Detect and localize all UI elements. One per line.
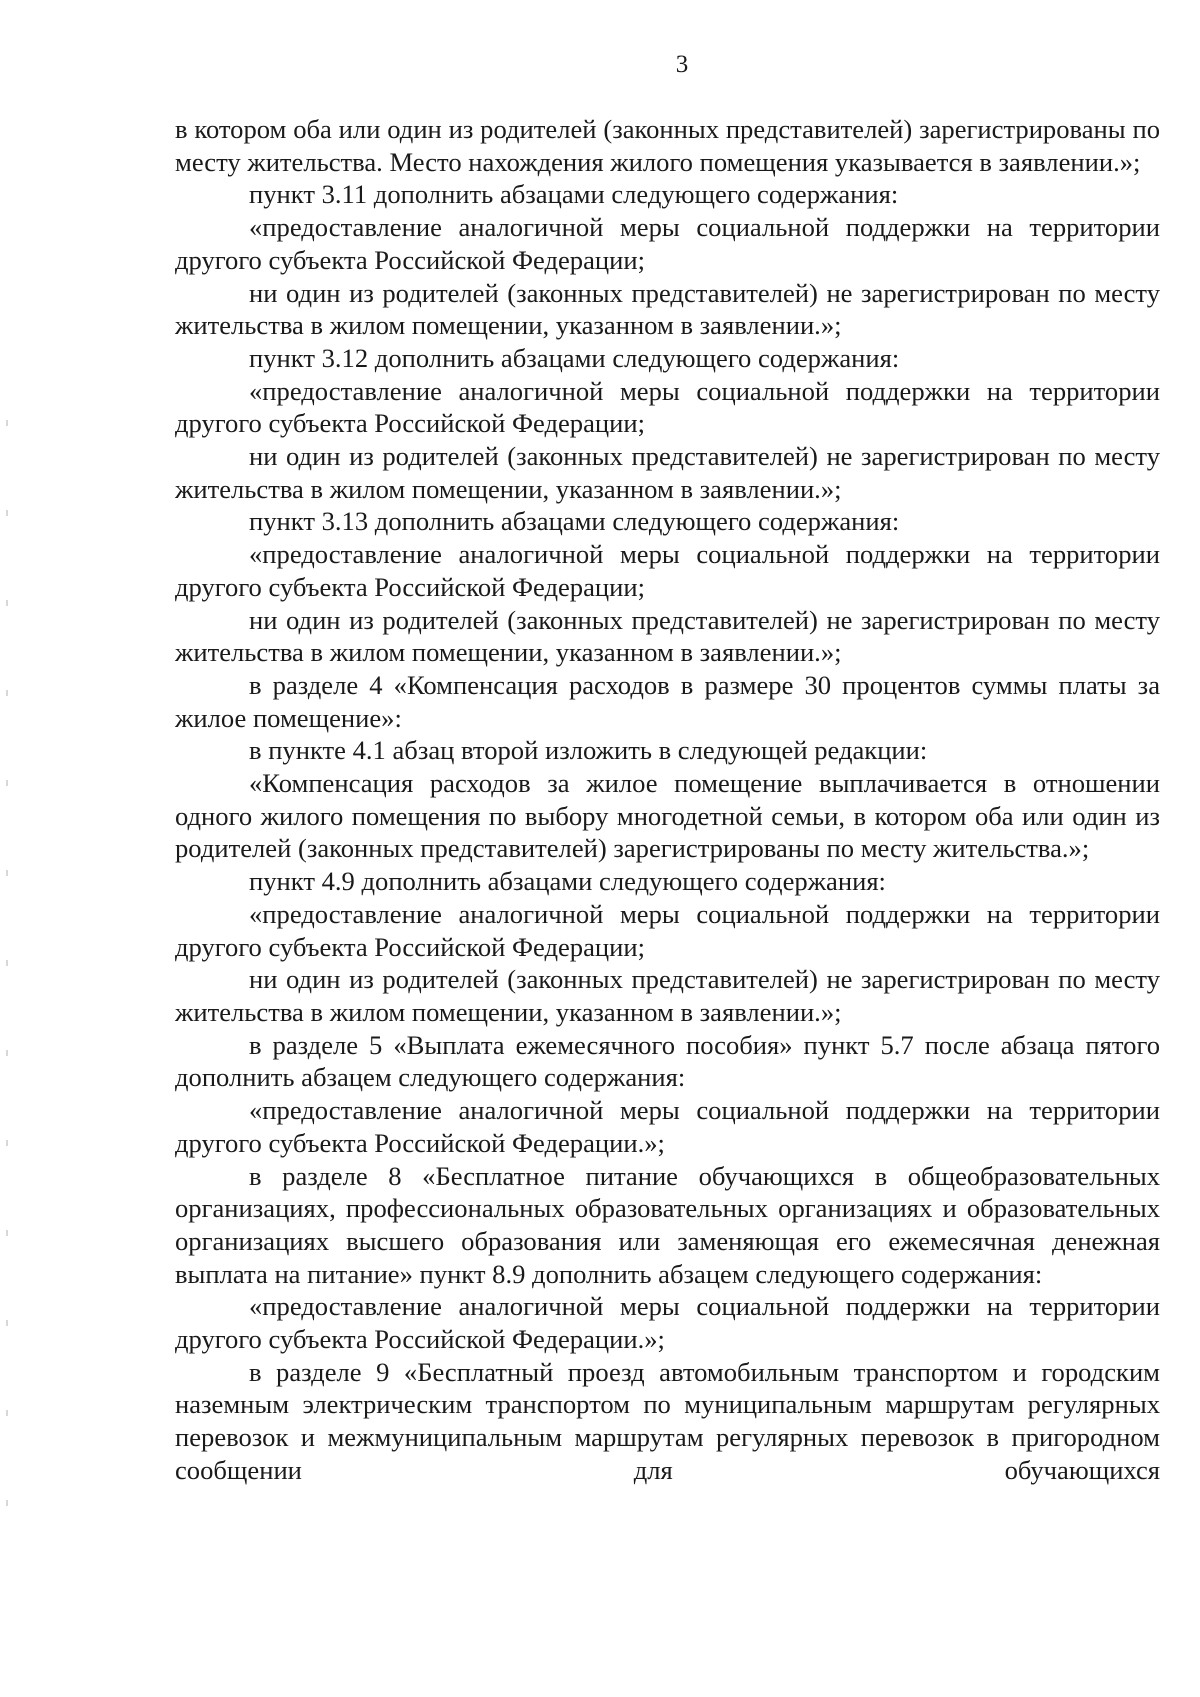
document-body bbox=[175, 113, 1160, 1487]
paragraph: пункт 4.9 дополнить абзацами следующего содержания: bbox=[249, 866, 886, 897]
paragraph: ни один из родителей (законных представителей) не зарегистрирован по месту жительства в жилом помещении, указанном в заявлении.»; bbox=[175, 604, 1160, 668]
paragraph: в котором оба или один из родителей (законных представителей) зарегистрированы по месту жительства. Место нахождения жилого помещения указывается в заявлении.»; bbox=[175, 114, 1160, 177]
paragraph: в пункте 4.1 абзац второй изложить в следующей редакции: bbox=[249, 735, 928, 766]
paragraph: ни один из родителей (законных представителей) не зарегистрирован по месту жительства в жилом помещении, указанном в заявлении.»; bbox=[175, 277, 1160, 341]
paragraph: «предоставление аналогичной меры социальной поддержки на территории другого субъекта Российской Федерации; bbox=[175, 898, 1160, 962]
paragraph: «предоставление аналогичной меры социальной поддержки на территории другого субъекта Российской Федерации.»; bbox=[175, 1095, 1160, 1158]
paragraph: в разделе 5 «Выплата ежемесячного пособия» пункт 5.7 после абзаца пятого дополнить абзацем следующего содержания: bbox=[175, 1029, 1160, 1093]
paragraph: ни один из родителей (законных представителей) не зарегистрирован по месту жительства в жилом помещении, указанном в заявлении.»; bbox=[175, 964, 1160, 1027]
paragraph: «предоставление аналогичной меры социальной поддержки на территории другого субъекта Российской Федерации; bbox=[175, 375, 1160, 439]
paragraph: ни один из родителей (законных представителей) не зарегистрирован по месту жительства в жилом помещении, указанном в заявлении.»; bbox=[175, 441, 1160, 504]
paragraph: «предоставление аналогичной меры социальной поддержки на территории другого субъекта Российской Федерации; bbox=[175, 539, 1160, 602]
paragraph: «Компенсация расходов за жилое помещение выплачивается в отношении одного жилого помещения по выбору многодетной семьи, в котором оба или один из родителей (законных представителей) зарегистрированы по месту жительства.»; bbox=[175, 768, 1160, 864]
paragraph: в разделе 9 «Бесплатный проезд автомобильным транспортом и городским наземным электрическим транспортом по муниципальным маршрутам регулярных перевозок и межмуниципальным маршрутам регулярных перевозок в пригородном сообщении для обучающихся bbox=[175, 1356, 1160, 1485]
paragraph: пункт 3.11 дополнить абзацами следующего содержания: bbox=[249, 179, 899, 210]
paragraph: «предоставление аналогичной меры социальной поддержки на территории другого субъекта Российской Федерации.»; bbox=[175, 1291, 1160, 1355]
page-number: 3 bbox=[675, 51, 689, 78]
scan-edge-marks bbox=[6, 380, 8, 1580]
paragraph: в разделе 8 «Бесплатное питание обучающихся в общеобразовательных организациях, профессиональных образовательных организациях и образовательных организациях высшего образования или заменяющая его ежемесячная денежная выплата на питание» пункт 8.9 дополнить абзацем следующего содержания: bbox=[175, 1160, 1160, 1289]
paragraph: «предоставление аналогичной меры социальной поддержки на территории другого субъекта Российской Федерации; bbox=[175, 212, 1160, 275]
paragraph: в разделе 4 «Компенсация расходов в размере 30 процентов суммы платы за жилое помещение»: bbox=[175, 669, 1160, 733]
paragraph: пункт 3.12 дополнить абзацами следующего содержания: bbox=[249, 342, 900, 373]
paragraph: пункт 3.13 дополнить абзацами следующего содержания: bbox=[249, 506, 900, 537]
